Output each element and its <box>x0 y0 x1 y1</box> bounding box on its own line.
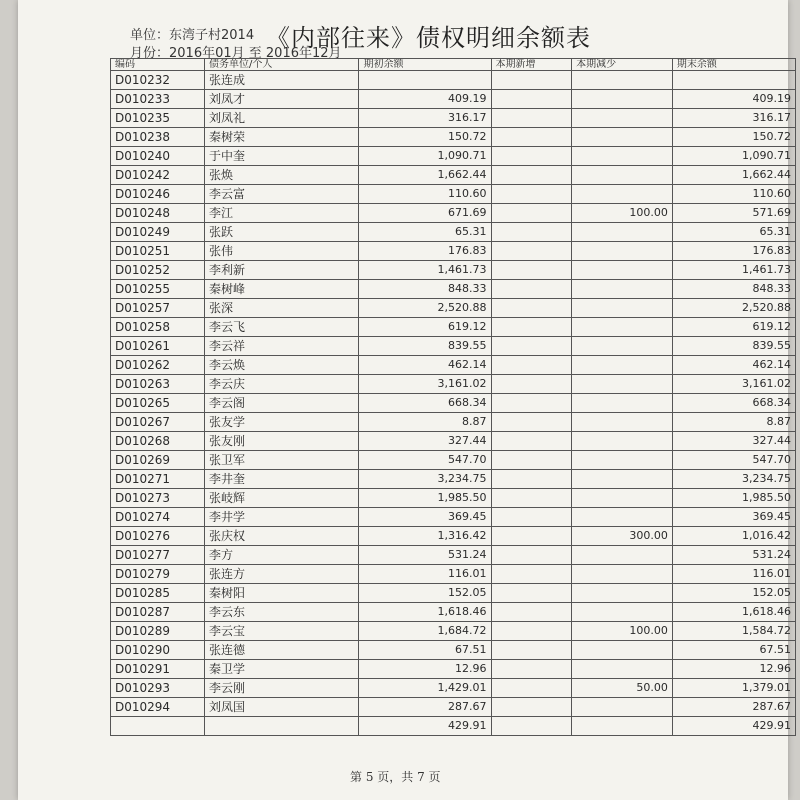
cell-increase <box>491 242 572 261</box>
cell-decrease <box>572 394 673 413</box>
cell-opening: 3,161.02 <box>359 375 491 394</box>
cell-name: 李井学 <box>205 508 359 527</box>
table-row <box>111 660 796 679</box>
cell-increase <box>491 356 572 375</box>
table-row <box>111 470 796 489</box>
table-row <box>111 318 796 337</box>
cell-closing: 316.17 <box>672 109 795 128</box>
cell-name: 李井奎 <box>205 470 359 489</box>
cell-decrease <box>572 451 673 470</box>
cell-name: 秦树荣 <box>205 128 359 147</box>
cell-code: D010289 <box>111 622 205 641</box>
cell-code: D010269 <box>111 451 205 470</box>
cell-opening: 369.45 <box>359 508 491 527</box>
cell-increase <box>491 299 572 318</box>
cell-closing: 1,584.72 <box>672 622 795 641</box>
table-row <box>111 147 796 166</box>
cell-name: 李云东 <box>205 603 359 622</box>
cell-closing: 409.19 <box>672 90 795 109</box>
cell-increase <box>491 109 572 128</box>
cell-decrease <box>572 717 673 736</box>
cell-code: D010293 <box>111 679 205 698</box>
table-row <box>111 584 796 603</box>
cell-name: 张庆权 <box>205 527 359 546</box>
cell-opening: 619.12 <box>359 318 491 337</box>
cell-decrease <box>572 641 673 660</box>
cell-closing <box>672 71 795 90</box>
cell-code: D010251 <box>111 242 205 261</box>
cell-opening <box>359 71 491 90</box>
cell-code: D010268 <box>111 432 205 451</box>
cell-decrease <box>572 470 673 489</box>
cell-increase <box>491 90 572 109</box>
cell-increase <box>491 622 572 641</box>
cell-name: 李云焕 <box>205 356 359 375</box>
cell-closing: 429.91 <box>672 717 795 736</box>
cell-closing: 116.01 <box>672 565 795 584</box>
cell-name: 张卫军 <box>205 451 359 470</box>
cell-increase <box>491 470 572 489</box>
cell-closing: 287.67 <box>672 698 795 717</box>
cell-closing: 369.45 <box>672 508 795 527</box>
cell-code: D010274 <box>111 508 205 527</box>
cell-opening: 409.19 <box>359 90 491 109</box>
cell-code: D010252 <box>111 261 205 280</box>
cell-code: D010285 <box>111 584 205 603</box>
col-header-name: 债务单位/个人 <box>205 59 359 71</box>
table-row <box>111 166 796 185</box>
cell-closing: 1,090.71 <box>672 147 795 166</box>
cell-name: 李江 <box>205 204 359 223</box>
table-row <box>111 622 796 641</box>
table-row <box>111 71 796 90</box>
cell-decrease <box>572 565 673 584</box>
unit-line <box>130 24 254 43</box>
cell-opening: 1,316.42 <box>359 527 491 546</box>
table-body <box>111 71 796 736</box>
cell-opening: 110.60 <box>359 185 491 204</box>
cell-closing: 1,461.73 <box>672 261 795 280</box>
cell-closing: 462.14 <box>672 356 795 375</box>
table-row <box>111 261 796 280</box>
cell-opening: 176.83 <box>359 242 491 261</box>
cell-code: D010265 <box>111 394 205 413</box>
cell-opening: 8.87 <box>359 413 491 432</box>
period-label: 月份： <box>130 46 170 61</box>
cell-name: 李云飞 <box>205 318 359 337</box>
cell-opening: 429.91 <box>359 717 491 736</box>
cell-increase <box>491 584 572 603</box>
table-row <box>111 565 796 584</box>
table-row <box>111 527 796 546</box>
cell-increase <box>491 489 572 508</box>
table-row <box>111 679 796 698</box>
cell-code: D010238 <box>111 128 205 147</box>
cell-increase <box>491 318 572 337</box>
cell-name: 刘凤才 <box>205 90 359 109</box>
cell-code: D010287 <box>111 603 205 622</box>
cell-increase <box>491 147 572 166</box>
cell-opening: 462.14 <box>359 356 491 375</box>
cell-increase <box>491 660 572 679</box>
table-row <box>111 451 796 470</box>
cell-name: 秦卫学 <box>205 660 359 679</box>
cell-closing: 110.60 <box>672 185 795 204</box>
cell-decrease <box>572 337 673 356</box>
cell-name: 秦树峰 <box>205 280 359 299</box>
cell-opening: 1,985.50 <box>359 489 491 508</box>
cell-code: D010290 <box>111 641 205 660</box>
cell-closing: 12.96 <box>672 660 795 679</box>
cell-code <box>111 717 205 736</box>
cell-name: 刘凤礼 <box>205 109 359 128</box>
table-row <box>111 128 796 147</box>
table-header-row <box>111 59 796 71</box>
cell-code: D010240 <box>111 147 205 166</box>
cell-code: D010235 <box>111 109 205 128</box>
cell-opening: 531.24 <box>359 546 491 565</box>
cell-closing: 65.31 <box>672 223 795 242</box>
cell-opening: 671.69 <box>359 204 491 223</box>
table-row <box>111 356 796 375</box>
cell-opening: 668.34 <box>359 394 491 413</box>
cell-name: 张友刚 <box>205 432 359 451</box>
cell-opening: 1,684.72 <box>359 622 491 641</box>
document-title: 《内部往来》债权明细余额表 <box>266 24 591 52</box>
cell-closing: 531.24 <box>672 546 795 565</box>
cell-decrease <box>572 603 673 622</box>
cell-closing: 150.72 <box>672 128 795 147</box>
cell-increase <box>491 337 572 356</box>
cell-decrease <box>572 147 673 166</box>
period-value: 2016年01月 至 2016年12月 <box>169 46 342 61</box>
cell-code: D010279 <box>111 565 205 584</box>
cell-increase <box>491 375 572 394</box>
cell-name: 张连成 <box>205 71 359 90</box>
cell-name: 张跃 <box>205 223 359 242</box>
cell-code: D010294 <box>111 698 205 717</box>
cell-name <box>205 717 359 736</box>
table-row <box>111 185 796 204</box>
cell-code: D010263 <box>111 375 205 394</box>
table-row <box>111 337 796 356</box>
col-header-increase: 本期新增 <box>491 59 572 71</box>
cell-opening: 1,662.44 <box>359 166 491 185</box>
cell-closing: 1,618.46 <box>672 603 795 622</box>
table-row <box>111 641 796 660</box>
table-row <box>111 109 796 128</box>
cell-decrease <box>572 318 673 337</box>
cell-increase <box>491 280 572 299</box>
cell-code: D010273 <box>111 489 205 508</box>
cell-closing: 67.51 <box>672 641 795 660</box>
cell-decrease <box>572 508 673 527</box>
cell-increase <box>491 451 572 470</box>
cell-decrease <box>572 698 673 717</box>
cell-opening: 152.05 <box>359 584 491 603</box>
cell-decrease: 50.00 <box>572 679 673 698</box>
table-row <box>111 432 796 451</box>
cell-increase <box>491 527 572 546</box>
cell-opening: 150.72 <box>359 128 491 147</box>
cell-name: 李云刚 <box>205 679 359 698</box>
cell-code: D010262 <box>111 356 205 375</box>
cell-closing: 619.12 <box>672 318 795 337</box>
cell-closing: 1,379.01 <box>672 679 795 698</box>
cell-opening: 1,618.46 <box>359 603 491 622</box>
cell-code: D010232 <box>111 71 205 90</box>
unit-value: 东湾子村2014 <box>169 28 255 43</box>
ledger-page <box>18 0 791 800</box>
col-header-decrease: 本期减少 <box>572 59 673 71</box>
cell-increase <box>491 185 572 204</box>
cell-closing: 176.83 <box>672 242 795 261</box>
cell-decrease <box>572 185 673 204</box>
cell-increase <box>491 641 572 660</box>
cell-increase <box>491 546 572 565</box>
table-row <box>111 299 796 318</box>
cell-code: D010271 <box>111 470 205 489</box>
page-footer: 第 5 页，共 7 页 <box>350 770 441 784</box>
cell-opening: 316.17 <box>359 109 491 128</box>
cell-decrease <box>572 166 673 185</box>
cell-code: D010242 <box>111 166 205 185</box>
table-row <box>111 204 796 223</box>
cell-decrease <box>572 489 673 508</box>
cell-decrease: 100.00 <box>572 204 673 223</box>
cell-opening: 116.01 <box>359 565 491 584</box>
cell-opening: 12.96 <box>359 660 491 679</box>
cell-code: D010258 <box>111 318 205 337</box>
cell-opening: 327.44 <box>359 432 491 451</box>
cell-closing: 1,016.42 <box>672 527 795 546</box>
cell-decrease <box>572 546 673 565</box>
cell-opening: 547.70 <box>359 451 491 470</box>
table-row <box>111 90 796 109</box>
cell-decrease <box>572 223 673 242</box>
cell-closing: 8.87 <box>672 413 795 432</box>
cell-name: 于中奎 <box>205 147 359 166</box>
cell-code: D010277 <box>111 546 205 565</box>
cell-opening: 3,234.75 <box>359 470 491 489</box>
cell-increase <box>491 394 572 413</box>
cell-increase <box>491 717 572 736</box>
cell-closing: 668.34 <box>672 394 795 413</box>
cell-name: 张岐辉 <box>205 489 359 508</box>
unit-label: 单位： <box>130 28 170 43</box>
cell-code: D010257 <box>111 299 205 318</box>
table-row <box>111 489 796 508</box>
cell-increase <box>491 565 572 584</box>
cell-name: 张伟 <box>205 242 359 261</box>
cell-increase <box>491 698 572 717</box>
cell-increase <box>491 204 572 223</box>
cell-increase <box>491 261 572 280</box>
cell-opening: 1,461.73 <box>359 261 491 280</box>
cell-closing: 571.69 <box>672 204 795 223</box>
table-row <box>111 394 796 413</box>
cell-closing: 1,662.44 <box>672 166 795 185</box>
cell-name: 李云祥 <box>205 337 359 356</box>
cell-name: 李云阁 <box>205 394 359 413</box>
cell-decrease <box>572 261 673 280</box>
cell-closing: 327.44 <box>672 432 795 451</box>
cell-closing: 839.55 <box>672 337 795 356</box>
cell-opening: 848.33 <box>359 280 491 299</box>
cell-code: D010246 <box>111 185 205 204</box>
cell-opening: 839.55 <box>359 337 491 356</box>
cell-closing: 1,985.50 <box>672 489 795 508</box>
table-row <box>111 375 796 394</box>
col-header-closing: 期末余额 <box>672 59 795 71</box>
table-row <box>111 223 796 242</box>
cell-code: D010233 <box>111 90 205 109</box>
cell-code: D010276 <box>111 527 205 546</box>
cell-decrease <box>572 375 673 394</box>
debt-balance-table <box>110 58 796 736</box>
cell-closing: 3,234.75 <box>672 470 795 489</box>
cell-increase <box>491 413 572 432</box>
cell-name: 张连德 <box>205 641 359 660</box>
cell-increase <box>491 603 572 622</box>
table-row <box>111 546 796 565</box>
cell-opening: 2,520.88 <box>359 299 491 318</box>
table-row <box>111 242 796 261</box>
cell-decrease: 300.00 <box>572 527 673 546</box>
cell-name: 张深 <box>205 299 359 318</box>
cell-increase <box>491 223 572 242</box>
cell-decrease <box>572 413 673 432</box>
cell-code: D010267 <box>111 413 205 432</box>
cell-decrease <box>572 90 673 109</box>
cell-name: 张焕 <box>205 166 359 185</box>
cell-decrease <box>572 109 673 128</box>
cell-opening: 287.67 <box>359 698 491 717</box>
cell-opening: 67.51 <box>359 641 491 660</box>
cell-closing: 848.33 <box>672 280 795 299</box>
table-row <box>111 717 796 736</box>
cell-decrease: 100.00 <box>572 622 673 641</box>
table-row <box>111 413 796 432</box>
cell-name: 张连方 <box>205 565 359 584</box>
cell-code: D010291 <box>111 660 205 679</box>
cell-decrease <box>572 128 673 147</box>
table-row <box>111 603 796 622</box>
cell-increase <box>491 128 572 147</box>
cell-decrease <box>572 356 673 375</box>
cell-name: 李云庆 <box>205 375 359 394</box>
cell-closing: 547.70 <box>672 451 795 470</box>
cell-name: 秦树阳 <box>205 584 359 603</box>
cell-name: 李利新 <box>205 261 359 280</box>
cell-name: 李云宝 <box>205 622 359 641</box>
table-row <box>111 280 796 299</box>
cell-closing: 152.05 <box>672 584 795 603</box>
cell-increase <box>491 679 572 698</box>
cell-increase <box>491 508 572 527</box>
cell-opening: 1,090.71 <box>359 147 491 166</box>
table-row <box>111 698 796 717</box>
cell-increase <box>491 71 572 90</box>
cell-closing: 3,161.02 <box>672 375 795 394</box>
cell-decrease <box>572 299 673 318</box>
cell-code: D010255 <box>111 280 205 299</box>
cell-name: 张友学 <box>205 413 359 432</box>
cell-decrease <box>572 242 673 261</box>
cell-decrease <box>572 280 673 299</box>
col-header-code: 编码 <box>111 59 205 71</box>
cell-name: 刘凤国 <box>205 698 359 717</box>
cell-decrease <box>572 432 673 451</box>
cell-decrease <box>572 584 673 603</box>
cell-name: 李方 <box>205 546 359 565</box>
col-header-opening: 期初余额 <box>359 59 491 71</box>
table-row <box>111 508 796 527</box>
cell-increase <box>491 432 572 451</box>
cell-increase <box>491 166 572 185</box>
cell-closing: 2,520.88 <box>672 299 795 318</box>
cell-name: 李云富 <box>205 185 359 204</box>
cell-opening: 1,429.01 <box>359 679 491 698</box>
cell-code: D010249 <box>111 223 205 242</box>
cell-decrease <box>572 660 673 679</box>
cell-opening: 65.31 <box>359 223 491 242</box>
cell-code: D010248 <box>111 204 205 223</box>
cell-code: D010261 <box>111 337 205 356</box>
cell-decrease <box>572 71 673 90</box>
